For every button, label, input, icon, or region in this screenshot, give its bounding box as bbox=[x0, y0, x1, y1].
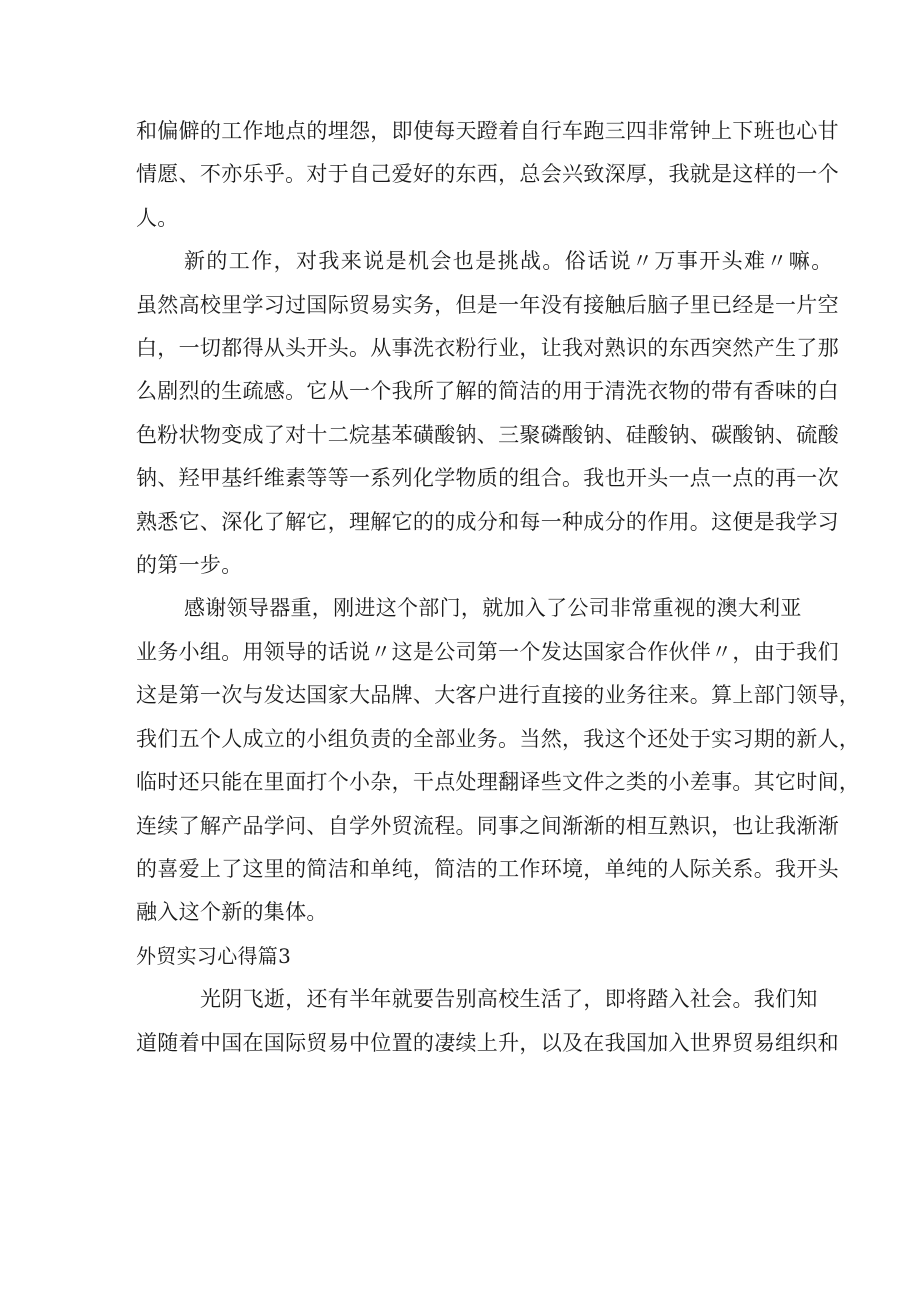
text-line: 么剧烈的生疏感。它从一个我所了解的简洁的用于清洗衣物的带有香味的白 bbox=[136, 379, 839, 404]
text-line: 临时还只能在里面打个小杂，干点处理翻译些文件之类的小差事。其它时间， bbox=[136, 770, 861, 795]
text-line: 色粉状物变成了对十二烷基苯磺酸钠、三聚磷酸钠、硅酸钠、碳酸钠、硫酸 bbox=[136, 422, 839, 447]
text-line: 的喜爱上了这里的简洁和单纯，简洁的工作环境，单纯的人际关系。我开头 bbox=[136, 856, 839, 881]
text-line: 白，一切都得从头开头。从事洗衣粉行业，让我对熟识的东西突然产生了那 bbox=[136, 336, 839, 361]
text-line: 感谢领导器重，刚进这个部门，就加入了公司非常重视的澳大利亚 bbox=[184, 596, 802, 621]
text-line: 道随着中国在国际贸易中位置的凄续上升，以及在我国加入世界贸易组织和 bbox=[136, 1030, 839, 1055]
text-line: 新的工作，对我来说是机会也是挑战。俗话说〃万事开头难〃嘛。 bbox=[184, 249, 834, 274]
text-line: 情愿、不亦乐乎。对于自己爱好的东西，总会兴致深厚，我就是这样的一个 bbox=[136, 162, 839, 187]
text-line: 我们五个人成立的小组负责的全部业务。当然，我这个还处于实习期的新人， bbox=[136, 726, 861, 751]
text-line: 虽然高校里学习过国际贸易实务，但是一年没有接触后脑子里已经是一片空 bbox=[136, 292, 839, 317]
text-line: 业务小组。用领导的话说〃这是公司第一个发达国家合作伙伴〃，由于我们 bbox=[136, 639, 839, 664]
section-heading: 外贸实习心得篇3 bbox=[136, 943, 292, 968]
paragraph bbox=[136, 240, 839, 587]
paragraph bbox=[136, 110, 839, 240]
paragraph bbox=[136, 587, 861, 934]
text-line: 融入这个新的集体。 bbox=[136, 900, 328, 925]
text-line: 的第一步。 bbox=[136, 553, 243, 578]
text-line: 光阴飞逝，还有半年就要告别高校生活了，即将踏入社会。我们知 bbox=[200, 987, 818, 1012]
text-line: 和偏僻的工作地点的埋怨，即使每天蹬着自行车跑三四非常钟上下班也心甘 bbox=[136, 119, 839, 143]
paragraph bbox=[136, 978, 839, 1065]
text-line: 钠、羟甲基纤维素等等一系列化学物质的组合。我也开头一点一点的再一次 bbox=[136, 466, 839, 491]
document-body bbox=[136, 110, 861, 1065]
text-line: 人。 bbox=[136, 205, 179, 230]
text-line: 这是第一次与发达国家大品牌、大客户进行直接的业务往来。算上部门领导， bbox=[136, 683, 861, 708]
text-line: 连续了解产品学问、自学外贸流程。同事之间渐渐的相互熟识，也让我渐渐 bbox=[136, 813, 839, 838]
text-line: 熟悉它、深化了解它，理解它的的成分和每一种成分的作用。这便是我学习 bbox=[136, 509, 839, 534]
